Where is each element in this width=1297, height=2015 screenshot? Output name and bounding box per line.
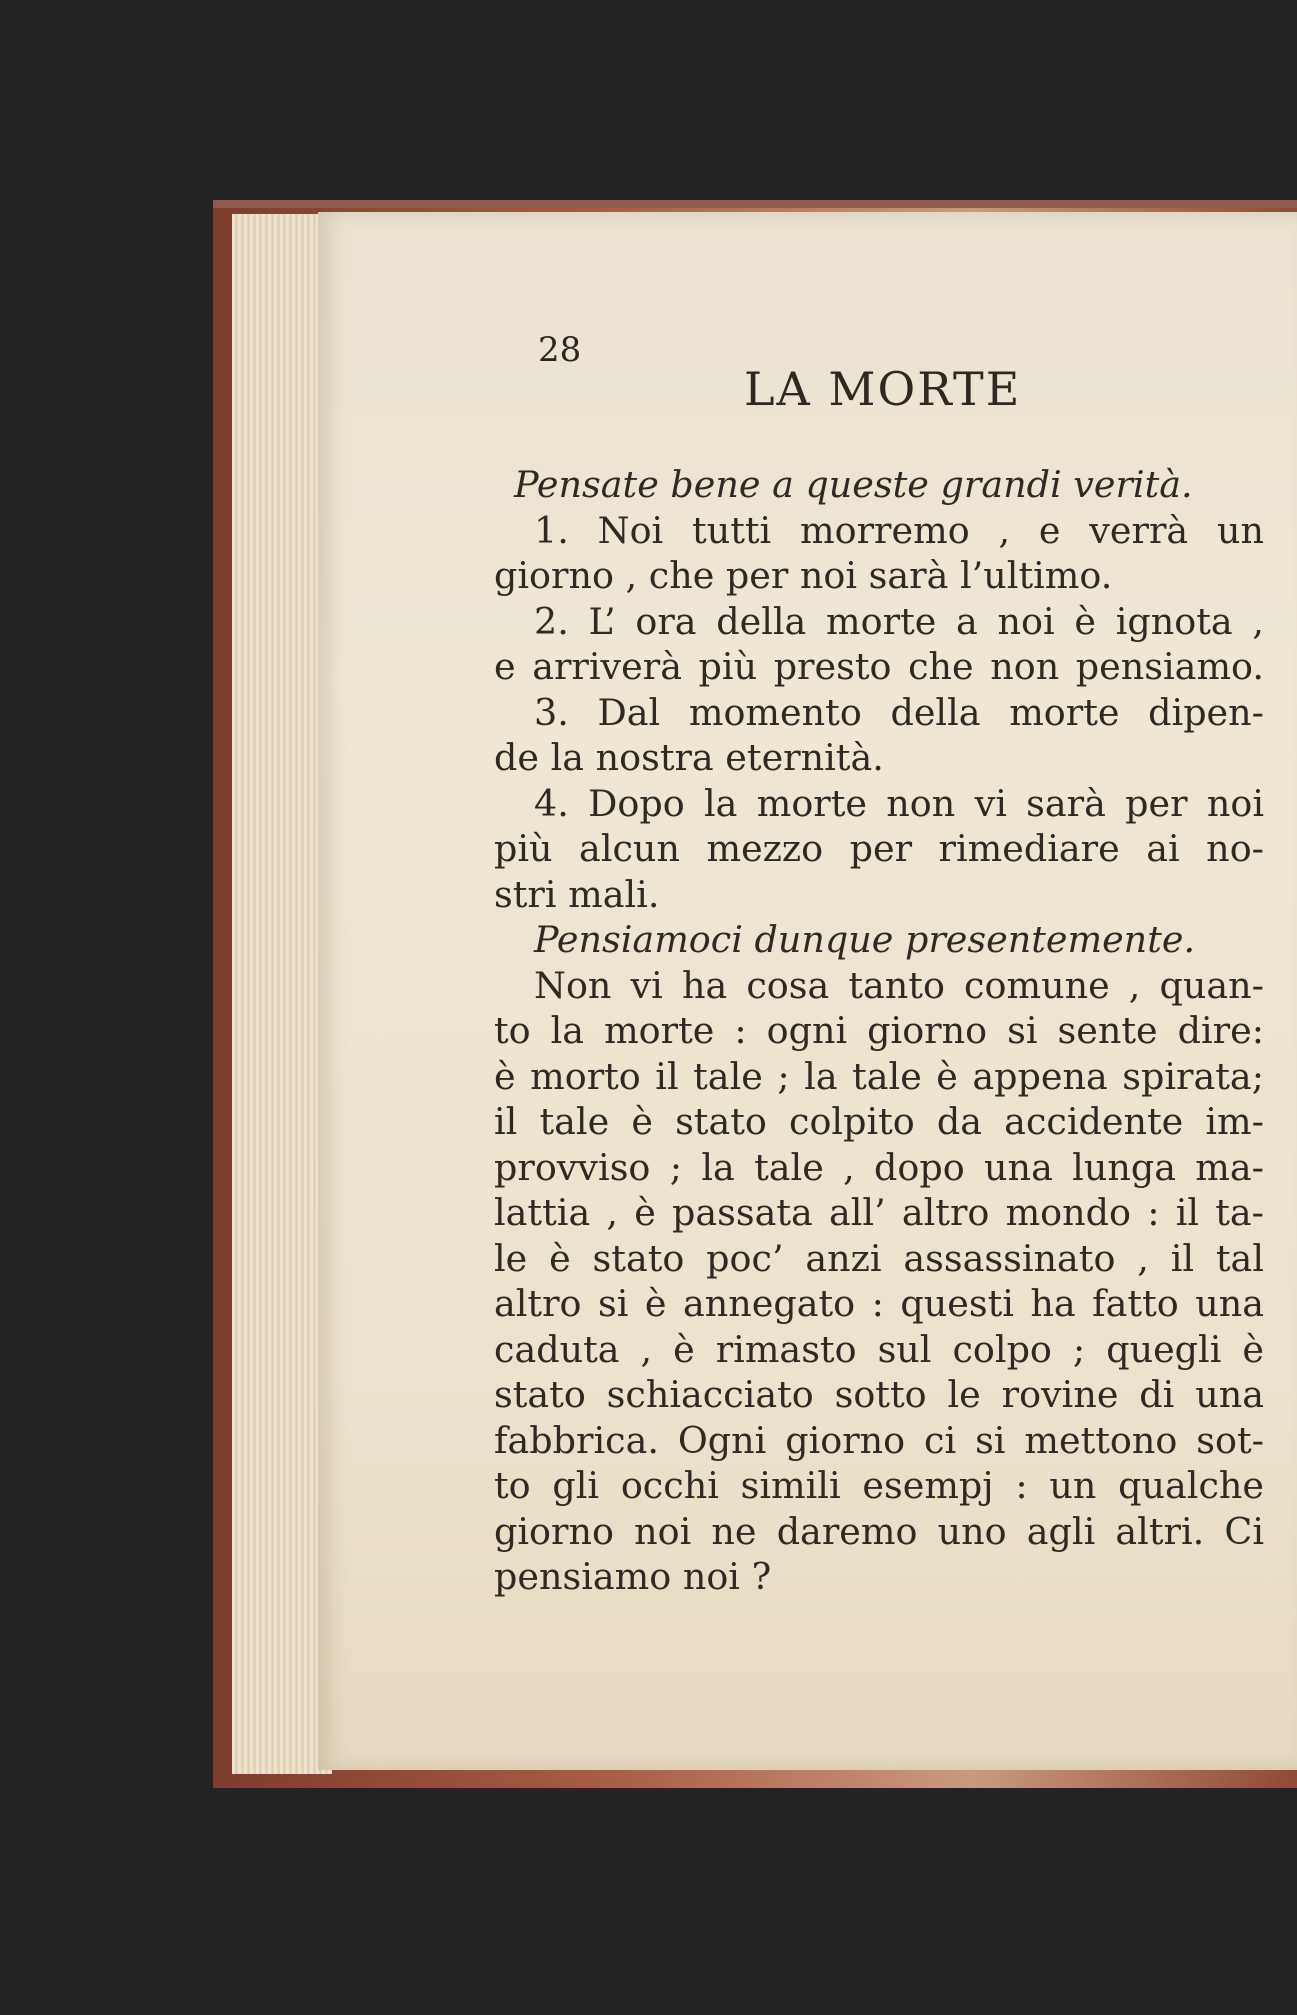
text-line: giorno , che per noi sarà l’ultimo. [494, 554, 1113, 597]
text-line: Non vi ha cosa tanto comune , quan- [534, 963, 1264, 1007]
text-line: to gli occhi simili esempj : un qualche [494, 1464, 1264, 1507]
text-line: e arriverà più presto che non pensiamo. [494, 645, 1264, 688]
body-text [494, 462, 1264, 1600]
text-line: to la morte : ogni giorno si sente dire: [494, 1009, 1264, 1052]
page-edges [232, 214, 332, 1774]
text-line: giorno noi ne daremo uno agli altri. Ci [494, 1509, 1264, 1553]
text-line: il tale è stato colpito da accidente im- [494, 1100, 1264, 1143]
text-line: caduta , è rimasto sul colpo ; quegli è [494, 1327, 1264, 1371]
text-line: pensiamo noi ? [494, 1555, 772, 1598]
text-line: provviso ; la tale , dopo una lunga ma- [494, 1145, 1264, 1189]
text-line: 1. Noi tutti morremo , e verrà un [534, 508, 1264, 552]
text-line: de la nostra eternità. [494, 736, 884, 779]
text-line: fabbrica. Ogni giorno ci si mettono sot- [494, 1418, 1264, 1462]
text-line: stri mali. [494, 872, 660, 916]
italic-heading-line: Pensate bene a queste grandi verità. [514, 463, 1193, 506]
text-line: 4. Dopo la morte non vi sarà per noi [534, 781, 1264, 825]
running-head: LA MORTE [744, 362, 1022, 416]
italic-heading-line: Pensiamoci dunque presentemente. [534, 918, 1196, 961]
text-line: 2. L’ ora della morte a noi è ignota , [534, 599, 1264, 643]
page-number: 28 [538, 330, 582, 370]
text-line: altro si è annegato : questi ha fatto una [494, 1282, 1264, 1325]
text-line: 3. Dal momento della morte dipen- [534, 690, 1264, 734]
text-line: lattia , è passata all’ altro mondo : il ta- [494, 1191, 1264, 1234]
text-line: è morto il tale ; la tale è appena spirata; [494, 1054, 1264, 1098]
text-line: più alcun mezzo per rimediare ai no- [494, 827, 1264, 870]
text-line: stato schiacciato sotto le rovine di una [494, 1373, 1264, 1416]
text-line: le è stato poc’ anzi assassinato , il tal [494, 1236, 1264, 1280]
